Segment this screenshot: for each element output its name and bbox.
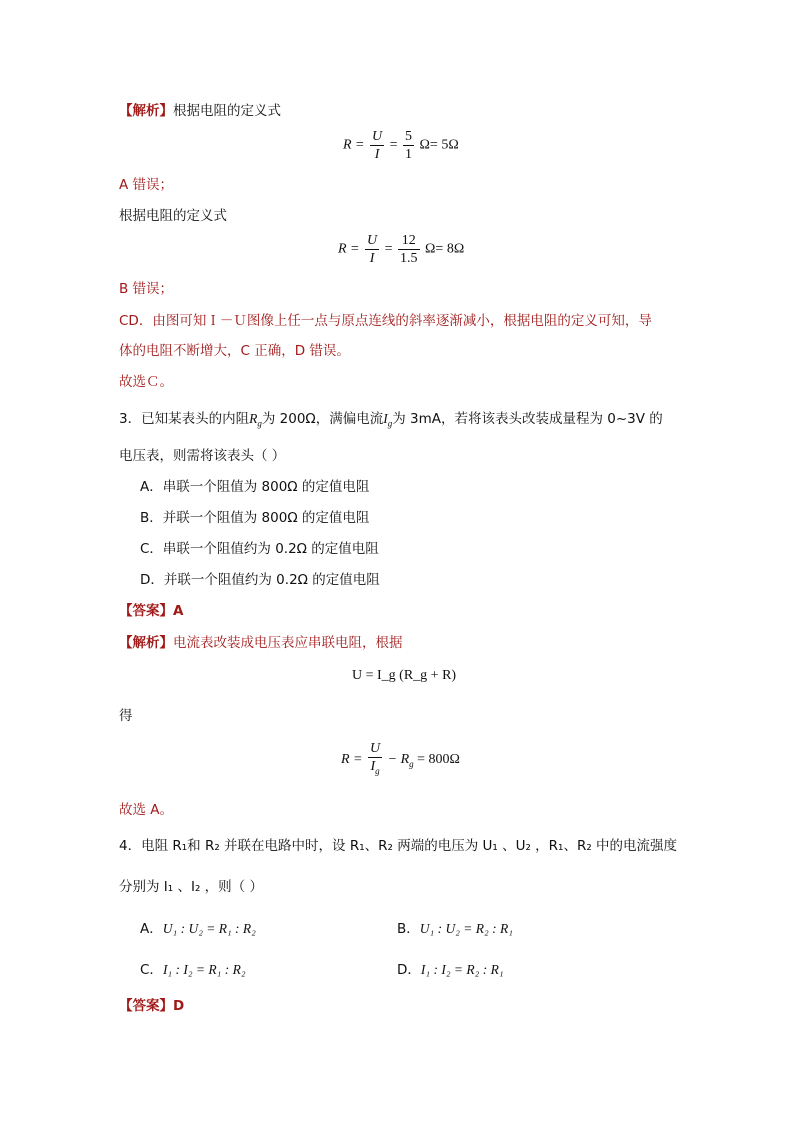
q3-stem-line-2: 电压表，则需将该表头（ ） (119, 448, 286, 464)
equation-3: U = I_g (R_g + R) (352, 668, 457, 683)
a-wrong: A 错误； (119, 177, 174, 193)
q3-answer: 【答案】A (119, 603, 184, 619)
cd-line-2: 体的电阻不断增大，C 正确，D 错误。 (119, 343, 350, 359)
q4-option-c: C．I₁ : I₂ = R₁ : R₂ (140, 962, 246, 978)
q4-option-a: A．U₁ : U₂ = R₁ : R₂ (140, 921, 256, 937)
q4-answer: 【答案】D (119, 998, 185, 1014)
q4-stem-line-2: 分别为 I₁ 、I₂ ，则（ ） (119, 879, 263, 895)
q4-stem-line-1: 4．电阻 R₁和 R₂ 并联在电路中时，设 R₁、R₂ 两端的电压为 U₁ 、U₂ ，R₁、R₂ 中的电流强度 (119, 838, 678, 854)
q3-option-a: A．串联一个阻值为 800Ω 的定值电阻 (140, 479, 370, 495)
analysis-tag: 【解析】 (119, 103, 173, 119)
cd-line-1: CD．由图可知Ｉ－Ｕ图像上任一点与原点连线的斜率逐渐减小，根据电阻的定义可知，导 (119, 313, 652, 329)
choose-c: 故选Ｃ。 (119, 374, 173, 390)
analysis-text: 根据电阻的定义式 (173, 103, 281, 119)
q3-analysis: 【解析】电流表改装成电压表应串联电阻，根据 (119, 635, 403, 651)
q4-option-d: D．I₁ : I₂ = R₂ : R₁ (397, 962, 504, 978)
q3-choose: 故选 A。 (119, 802, 174, 818)
q3-option-c: C．串联一个阻值约为 0.2Ω 的定值电阻 (140, 541, 379, 557)
definition-text: 根据电阻的定义式 (119, 208, 227, 224)
equation-2: R = $\frac{U}{I}$ = $\frac{12}{1.5}$ Ω= 8Ω (338, 233, 465, 266)
equation-4: R = $\frac{U}{I_g}$ − $R_g = 800\Omega$ (341, 741, 460, 776)
equation-1: R = $\frac{U}{I}$ = $\frac{5}{1}$ Ω= 5Ω (343, 129, 459, 162)
analysis-heading (119, 101, 281, 121)
b-wrong: B 错误； (119, 281, 174, 297)
q4-option-b: B．U₁ : U₂ = R₂ : R₁ (397, 921, 513, 937)
de-text: 得 (119, 708, 133, 724)
q3-option-b: B．并联一个阻值为 800Ω 的定值电阻 (140, 510, 370, 526)
q3-option-d: D．并联一个阻值约为 0.2Ω 的定值电阻 (140, 572, 380, 588)
q3-stem-line-1: 3．已知某表头的内阻$R_g$为 200Ω，满偏电流$I_g$为 3mA，若将该表头改装成量程为 0~3V 的 (119, 411, 663, 429)
